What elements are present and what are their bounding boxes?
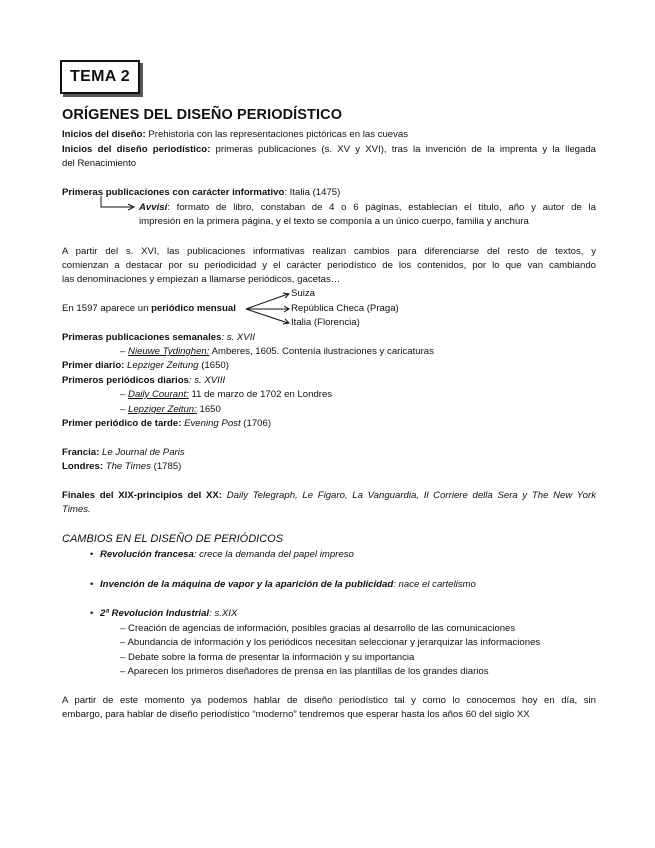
bullet-invencion: • — [90, 579, 94, 590]
primeras-publicaciones-text: : Italia (1475) — [284, 187, 341, 198]
primer-diario-name: Lepziger Zeitung — [124, 360, 199, 371]
invencion-label: Invención de la máquina de vapor y la aparición de la publicidad — [100, 579, 394, 590]
avvisi-label: Avvisi — [139, 202, 168, 213]
semanales-text: : s. XVII — [221, 332, 256, 343]
primeros-diarios-label: Primeros periódicos diarios — [62, 375, 189, 386]
rev-francesa-text: : crece la demanda del papel impreso — [193, 549, 354, 560]
tydinghen-line — [120, 345, 590, 360]
finales-text-1: Daily Telegraph, Le Figaro, La Vanguardia, Il Corriere della Sera y The New York — [222, 490, 596, 501]
londres-name: The Times — [103, 461, 151, 472]
periodico-mensual: periódico mensual — [151, 303, 236, 314]
primeras-publicaciones-line — [62, 186, 596, 201]
inicios-diseno-line — [62, 128, 596, 143]
main-heading: ORÍGENES DEL DISEÑO PERIODÍSTICO — [62, 107, 343, 123]
industrial-item-text: Abundancia de información y los periódicos necesitan seleccionar y jerarquizar las informaciones — [127, 637, 541, 648]
bullet-rev-francesa: • — [90, 549, 94, 560]
inicios-diseno-text: Prehistoria con las representaciones pictóricas en las cuevas — [145, 129, 409, 140]
dash-industrial-2: – — [120, 637, 126, 648]
lepziger-zeitun-name: Lepziger Zeitun: — [128, 404, 197, 415]
paragraph-1-line-2: comienzan a destacar por su periodicidad y el carácter periodístico de los contenidos, por lo que van cambiando — [62, 260, 596, 271]
industrial-item — [120, 636, 596, 651]
final-paragraph-line-2: embargo, para hablar de diseño periodístico “moderno” tendremos que esperar hasta los años 60 del siglo XX — [62, 709, 530, 720]
rev-industrial-label: 2ª Revolución Industrial — [100, 608, 210, 619]
branch-italia: Italia (Florencia) — [291, 317, 360, 328]
industrial-item — [120, 665, 596, 680]
branch-arrows-icon — [246, 290, 292, 330]
industrial-item — [120, 622, 596, 637]
londres-year: (1785) — [150, 461, 182, 472]
avvisi-arrow-icon — [100, 196, 140, 216]
dash-lepziger-zeitun: – — [120, 404, 126, 415]
primer-tarde-year: (1706) — [240, 418, 272, 429]
londres-line — [62, 460, 596, 475]
inicios-periodistico-text-1: primeras publicaciones (s. XV y XVI), tras la invención de la imprenta y la llegada — [210, 144, 597, 155]
lepziger-zeitun-line — [120, 403, 590, 418]
invencion-text: : nace el cartelismo — [393, 579, 476, 590]
daily-courant-text: 11 de marzo de 1702 en Londres — [188, 389, 333, 400]
branch-republica-checa: República Checa (Praga) — [291, 303, 399, 314]
industrial-item — [120, 651, 596, 666]
francia-name: Le Journal de Paris — [99, 447, 185, 458]
tydinghen-text: Amberes, 1605. Contenía ilustraciones y caricaturas — [209, 346, 434, 357]
inicios-diseno-label: Inicios del diseño: — [62, 129, 146, 140]
tema-title: TEMA 2 — [70, 67, 130, 85]
rev-industrial-line — [100, 607, 590, 622]
daily-courant-name: Daily Courant: — [128, 389, 189, 400]
avvisi-line-1 — [139, 201, 596, 216]
industrial-item-text: Debate sobre la forma de presentar la información y su importancia — [128, 652, 415, 663]
final-paragraph-line-1: A partir de este momento ya podemos hablar de diseño periodístico tal y como lo conocemos hoy en día, sin — [62, 695, 596, 706]
primer-diario-year: (1650) — [198, 360, 229, 371]
tydinghen-name: Nieuwe Tydinghen: — [128, 346, 210, 357]
avvisi-text-1: : formato de libro, constaban de 4 o 6 páginas, establecían el título, año y autor de la — [167, 202, 596, 213]
inicios-periodistico-line-1 — [62, 143, 596, 158]
primer-tarde-label: Primer periódico de tarde: — [62, 418, 182, 429]
primeros-diarios-text: : s. XVIII — [188, 375, 226, 386]
lepziger-zeitun-text: 1650 — [196, 404, 221, 415]
en-1597-text: En 1597 aparece un — [62, 303, 152, 314]
dash-industrial-1: – — [120, 623, 126, 634]
francia-label: Francia: — [62, 447, 100, 458]
daily-courant-line — [120, 388, 590, 403]
dash-daily-courant: – — [120, 389, 126, 400]
rev-francesa-line — [100, 548, 590, 563]
dash-industrial-3: – — [120, 652, 126, 663]
primer-tarde-name: Evening Post — [181, 418, 241, 429]
branch-suiza: Suiza — [291, 288, 315, 299]
dash-tydinghen: – — [120, 346, 126, 357]
finales-line-1 — [62, 489, 596, 504]
paragraph-1-line-1: A partir del s. XVI, las publicaciones informativas realizan cambios para diferenciarse del resto de textos, y — [62, 246, 596, 257]
finales-line-2: Times. — [62, 504, 91, 515]
primer-diario-label: Primer diario: — [62, 360, 125, 371]
invencion-line — [100, 578, 590, 593]
primer-tarde-line — [62, 417, 596, 432]
industrial-item-text: Aparecen los primeros diseñadores de prensa en las plantillas de los grandes diarios — [127, 666, 489, 677]
dash-industrial-4: – — [120, 666, 126, 677]
tema-title-box — [60, 60, 140, 94]
industrial-item-text: Creación de agencias de información, posibles gracias al desarrollo de las comunicaciones — [128, 623, 516, 634]
primeras-publicaciones-label: Primeras publicaciones con carácter informativo — [62, 187, 285, 198]
rev-francesa-label: Revolución francesa — [100, 549, 194, 560]
primer-diario-line — [62, 359, 596, 374]
finales-label: Finales del XIX-principios del XX: — [62, 490, 223, 501]
londres-label: Londres: — [62, 461, 104, 472]
cambios-heading: CAMBIOS EN EL DISEÑO DE PERIÓDICOS — [62, 533, 284, 545]
semanales-label: Primeras publicaciones semanales — [62, 332, 222, 343]
francia-line — [62, 446, 596, 461]
rev-industrial-text: : s.XIX — [209, 608, 238, 619]
bullet-rev-industrial: • — [90, 608, 94, 619]
primeros-diarios-line — [62, 374, 596, 389]
avvisi-line-2: impresión en la primera página, y el texto se componía a un único cuerpo, familia y anchura — [139, 216, 529, 227]
inicios-periodistico-line-2: del Renacimiento — [62, 158, 137, 169]
inicios-periodistico-label: Inicios del diseño periodístico: — [62, 144, 211, 155]
semanales-line — [62, 331, 596, 346]
paragraph-1-line-3: las denominaciones y empiezan a llamarse periódicos, gacetas… — [62, 274, 341, 285]
